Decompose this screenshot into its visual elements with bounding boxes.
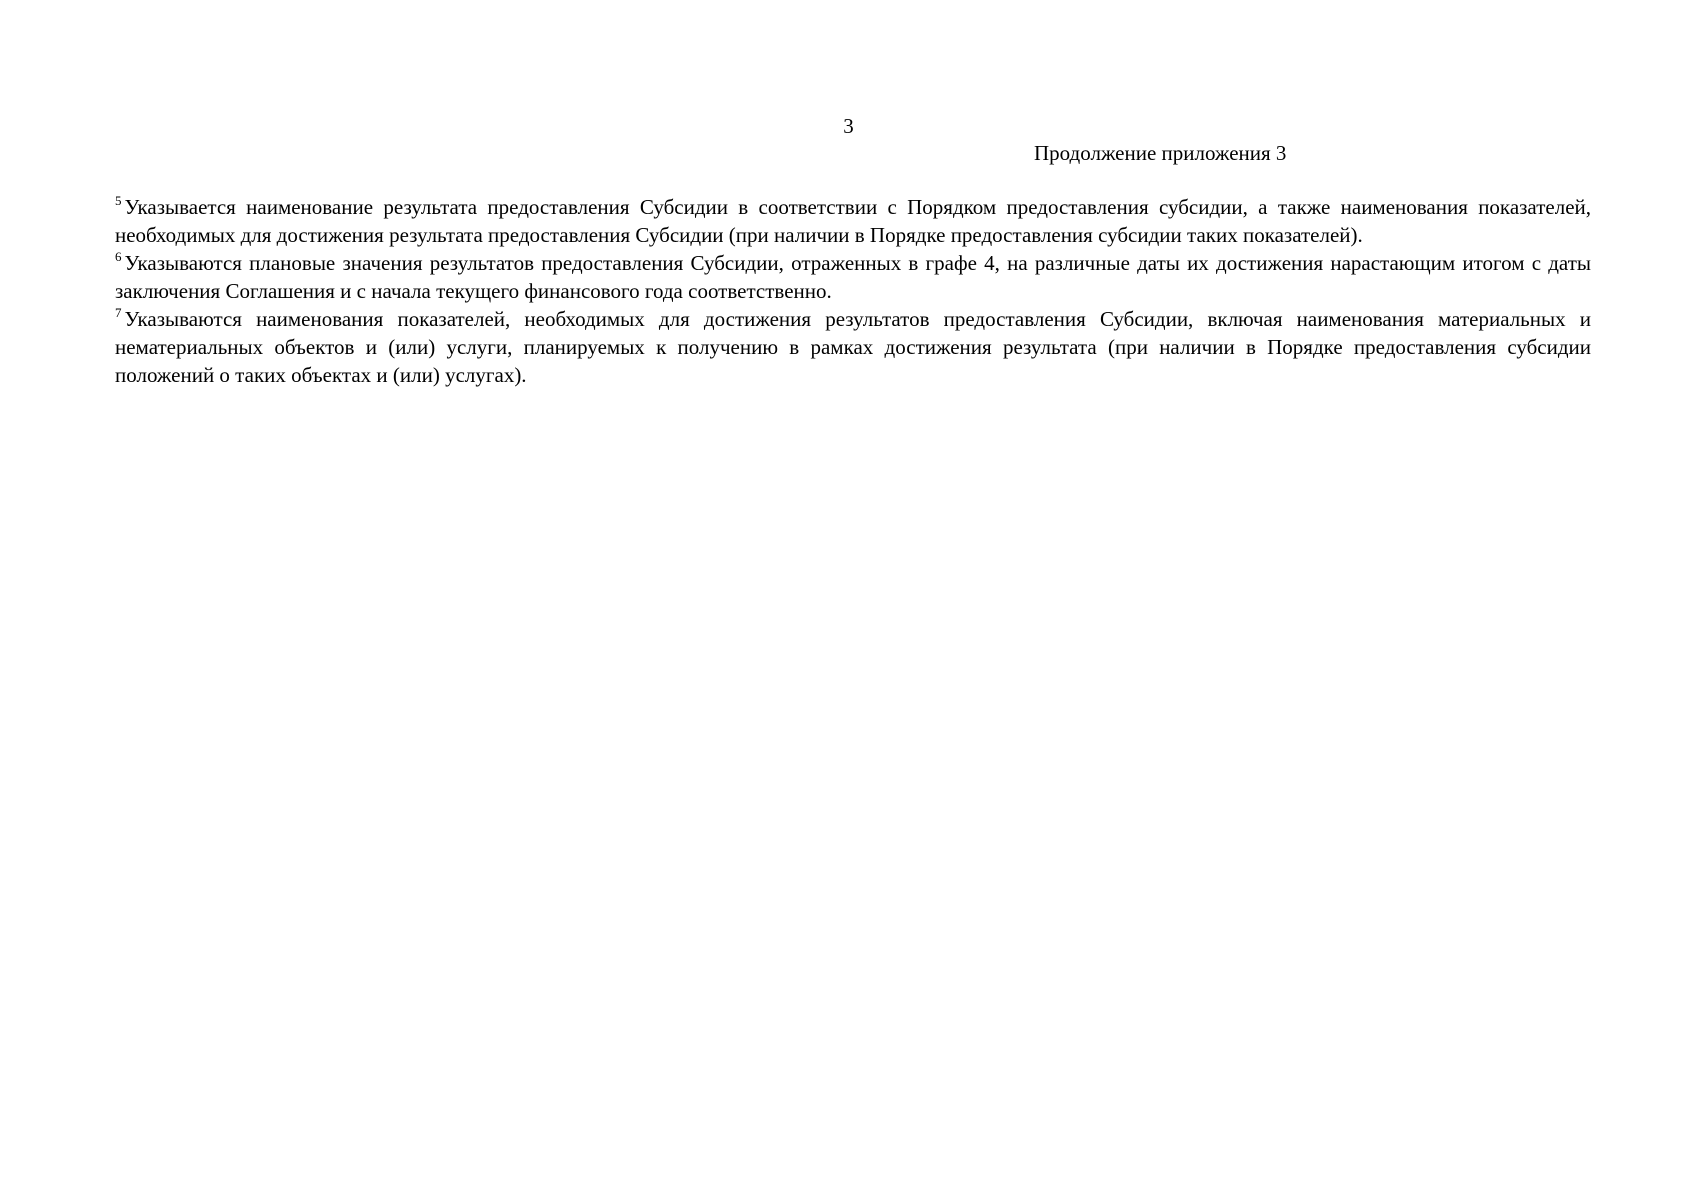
footnote-5 [115,193,1591,249]
page-number: 3 [843,114,854,138]
footnote-7 [115,305,1591,389]
footnote-marker: 5 [115,193,122,208]
appendix-continuation-note: Продолжение приложения 3 [1034,141,1287,165]
footnote-text: Указываются плановые значения результатов предоставления Субсидии, отраженных в графе 4, на различные даты их достижения нарастающим итогом с даты заключения Соглашения и с начала текущего финансового года соответственно. [115,251,1591,303]
footnote-marker: 6 [115,249,122,264]
footnote-6 [115,249,1591,305]
footnote-text: Указывается наименование результата предоставления Субсидии в соответствии с Порядком предоставления субсидии, а также наименования показателей, необходимых для достижения результата предоставления Субсидии (при наличии в Порядке предоставления субсидии таких показателей). [115,195,1591,247]
footnote-text: Указываются наименования показателей, необходимых для достижения результатов предоставления Субсидии, включая наименования материальных и нематериальных объектов и (или) услуги, планируемых к получению в рамках достижения результата (при наличии в Порядке предоставления субсидии положений о таких объектах и (или) услугах). [115,307,1591,387]
footnote-marker: 7 [115,305,122,320]
footnotes-section [115,193,1591,389]
